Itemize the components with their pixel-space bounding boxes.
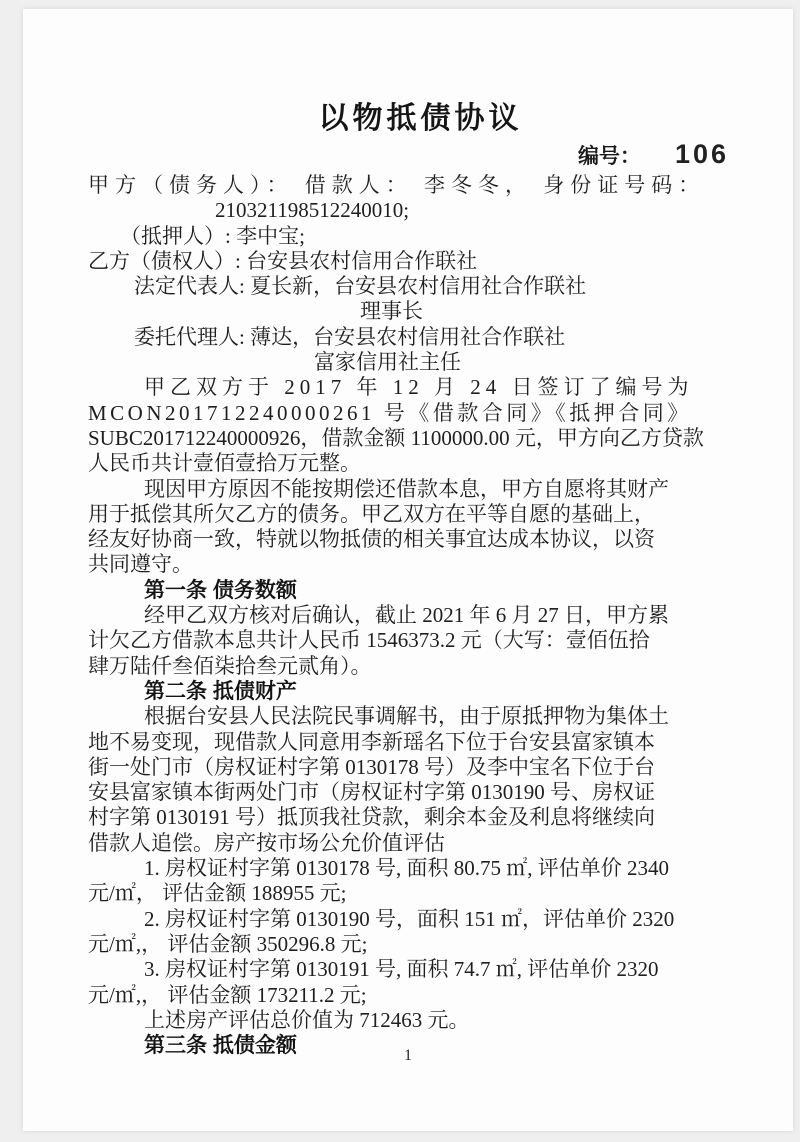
article2-heading: 第二条 抵债财产: [144, 679, 297, 703]
article2-line: 街一处门市（房权证村字第 0130178 号）及李中宝名下位于台: [88, 754, 655, 779]
doc-number-value: 106: [674, 139, 729, 169]
document-page: [23, 9, 793, 1131]
party-a-id-line: 210321198512240010;: [215, 198, 410, 223]
property-item-line: 1. 房权证村字第 0130178 号, 面积 80.75 ㎡, 评估单价 2340: [144, 856, 669, 881]
preamble-line: 用于抵偿其所欠乙方的债务。甲乙双方在平等自愿的基础上，: [88, 501, 655, 526]
intro-line: SUBC201712240000926，借款金额 1100000.00 元，甲方向乙方贷款: [88, 425, 704, 450]
intro-line: MCON201712240000261 号《借款合同》《抵押合同》: [88, 400, 692, 425]
article2-line: 安县富家镇本街两处门市（房权证村字第 0130190 号、房权证: [88, 780, 655, 805]
preamble-line: 经友好协商一致，特就以物抵债的相关事宜达成本协议，以资: [88, 527, 655, 552]
party-a-line: 甲方（债务人）： 借款人： 李冬冬， 身份证号码：: [88, 173, 706, 197]
doc-number-row: [88, 139, 753, 167]
article1-line: 经甲乙双方核对后确认，截止 2021 年 6 月 27 日，甲方累: [144, 603, 669, 628]
article2-line: 村字第 0130191 号）抵顶我社贷款，剩余本金及利息将继续向: [88, 805, 655, 830]
preamble-line: 共同遵守。: [88, 552, 193, 577]
intro-line: 甲乙双方于 2017 年 12 月 24 日签订了编号为: [144, 375, 694, 400]
article2-line: 地不易变现，现借款人同意用李新瑶名下位于台安县富家镇本: [88, 729, 655, 754]
article1-line: 肆万陆仟叁佰柒拾叁元贰角）。: [88, 653, 372, 678]
mortgagor-line: （抵押人）: 李中宝;: [120, 223, 305, 248]
document-content: [88, 9, 753, 1058]
article3-heading: 第三条 抵债金额: [144, 1034, 297, 1058]
property-item-line: 元/㎡,， 评估金额 173211.2 元;: [88, 982, 367, 1007]
valuation-total-line: 上述房产评估总价值为 712463 元。: [144, 1007, 470, 1032]
authorized-agent-line: 委托代理人: 薄达，台安县农村信用社合作联社: [134, 324, 566, 349]
legal-representative-title-line: 理事长: [360, 299, 423, 324]
preamble-line: 现因甲方原因不能按期偿还借款本息，甲方自愿将其财产: [144, 476, 669, 501]
document-title: 以物抵债协议: [318, 102, 523, 135]
property-item-line: 3. 房权证村字第 0130191 号, 面积 74.7 ㎡, 评估单价 2320: [144, 957, 659, 982]
document-body: [88, 173, 753, 1058]
property-item-line: 元/㎡,， 评估金额 350296.8 元;: [88, 931, 368, 956]
doc-number-label: 编号：: [577, 145, 641, 168]
authorized-agent-title-line: 富家信用社主任: [314, 350, 461, 375]
legal-representative-line: 法定代表人: 夏长新，台安县农村信用社合作联社: [134, 274, 587, 299]
property-item-line: 2. 房权证村字第 0130190 号，面积 151 ㎡，评估单价 2320: [144, 906, 675, 931]
article1-heading: 第一条 债务数额: [144, 578, 297, 602]
article2-line: 借款人追偿。房产按市场公允价值评估: [88, 830, 445, 855]
property-item-line: 元/㎡， 评估金额 188955 元;: [88, 881, 347, 906]
party-b-line: 乙方（债权人）: 台安县农村信用合作联社: [88, 248, 478, 273]
intro-line: 人民币共计壹佰壹拾万元整。: [88, 451, 361, 476]
page-number: 1: [404, 1047, 412, 1064]
article2-line: 根据台安县人民法院民事调解书，由于原抵押物为集体土: [144, 704, 669, 729]
article1-line: 计欠乙方借款本息共计人民币 1546373.2 元（大写：壹佰伍拾: [88, 628, 650, 653]
